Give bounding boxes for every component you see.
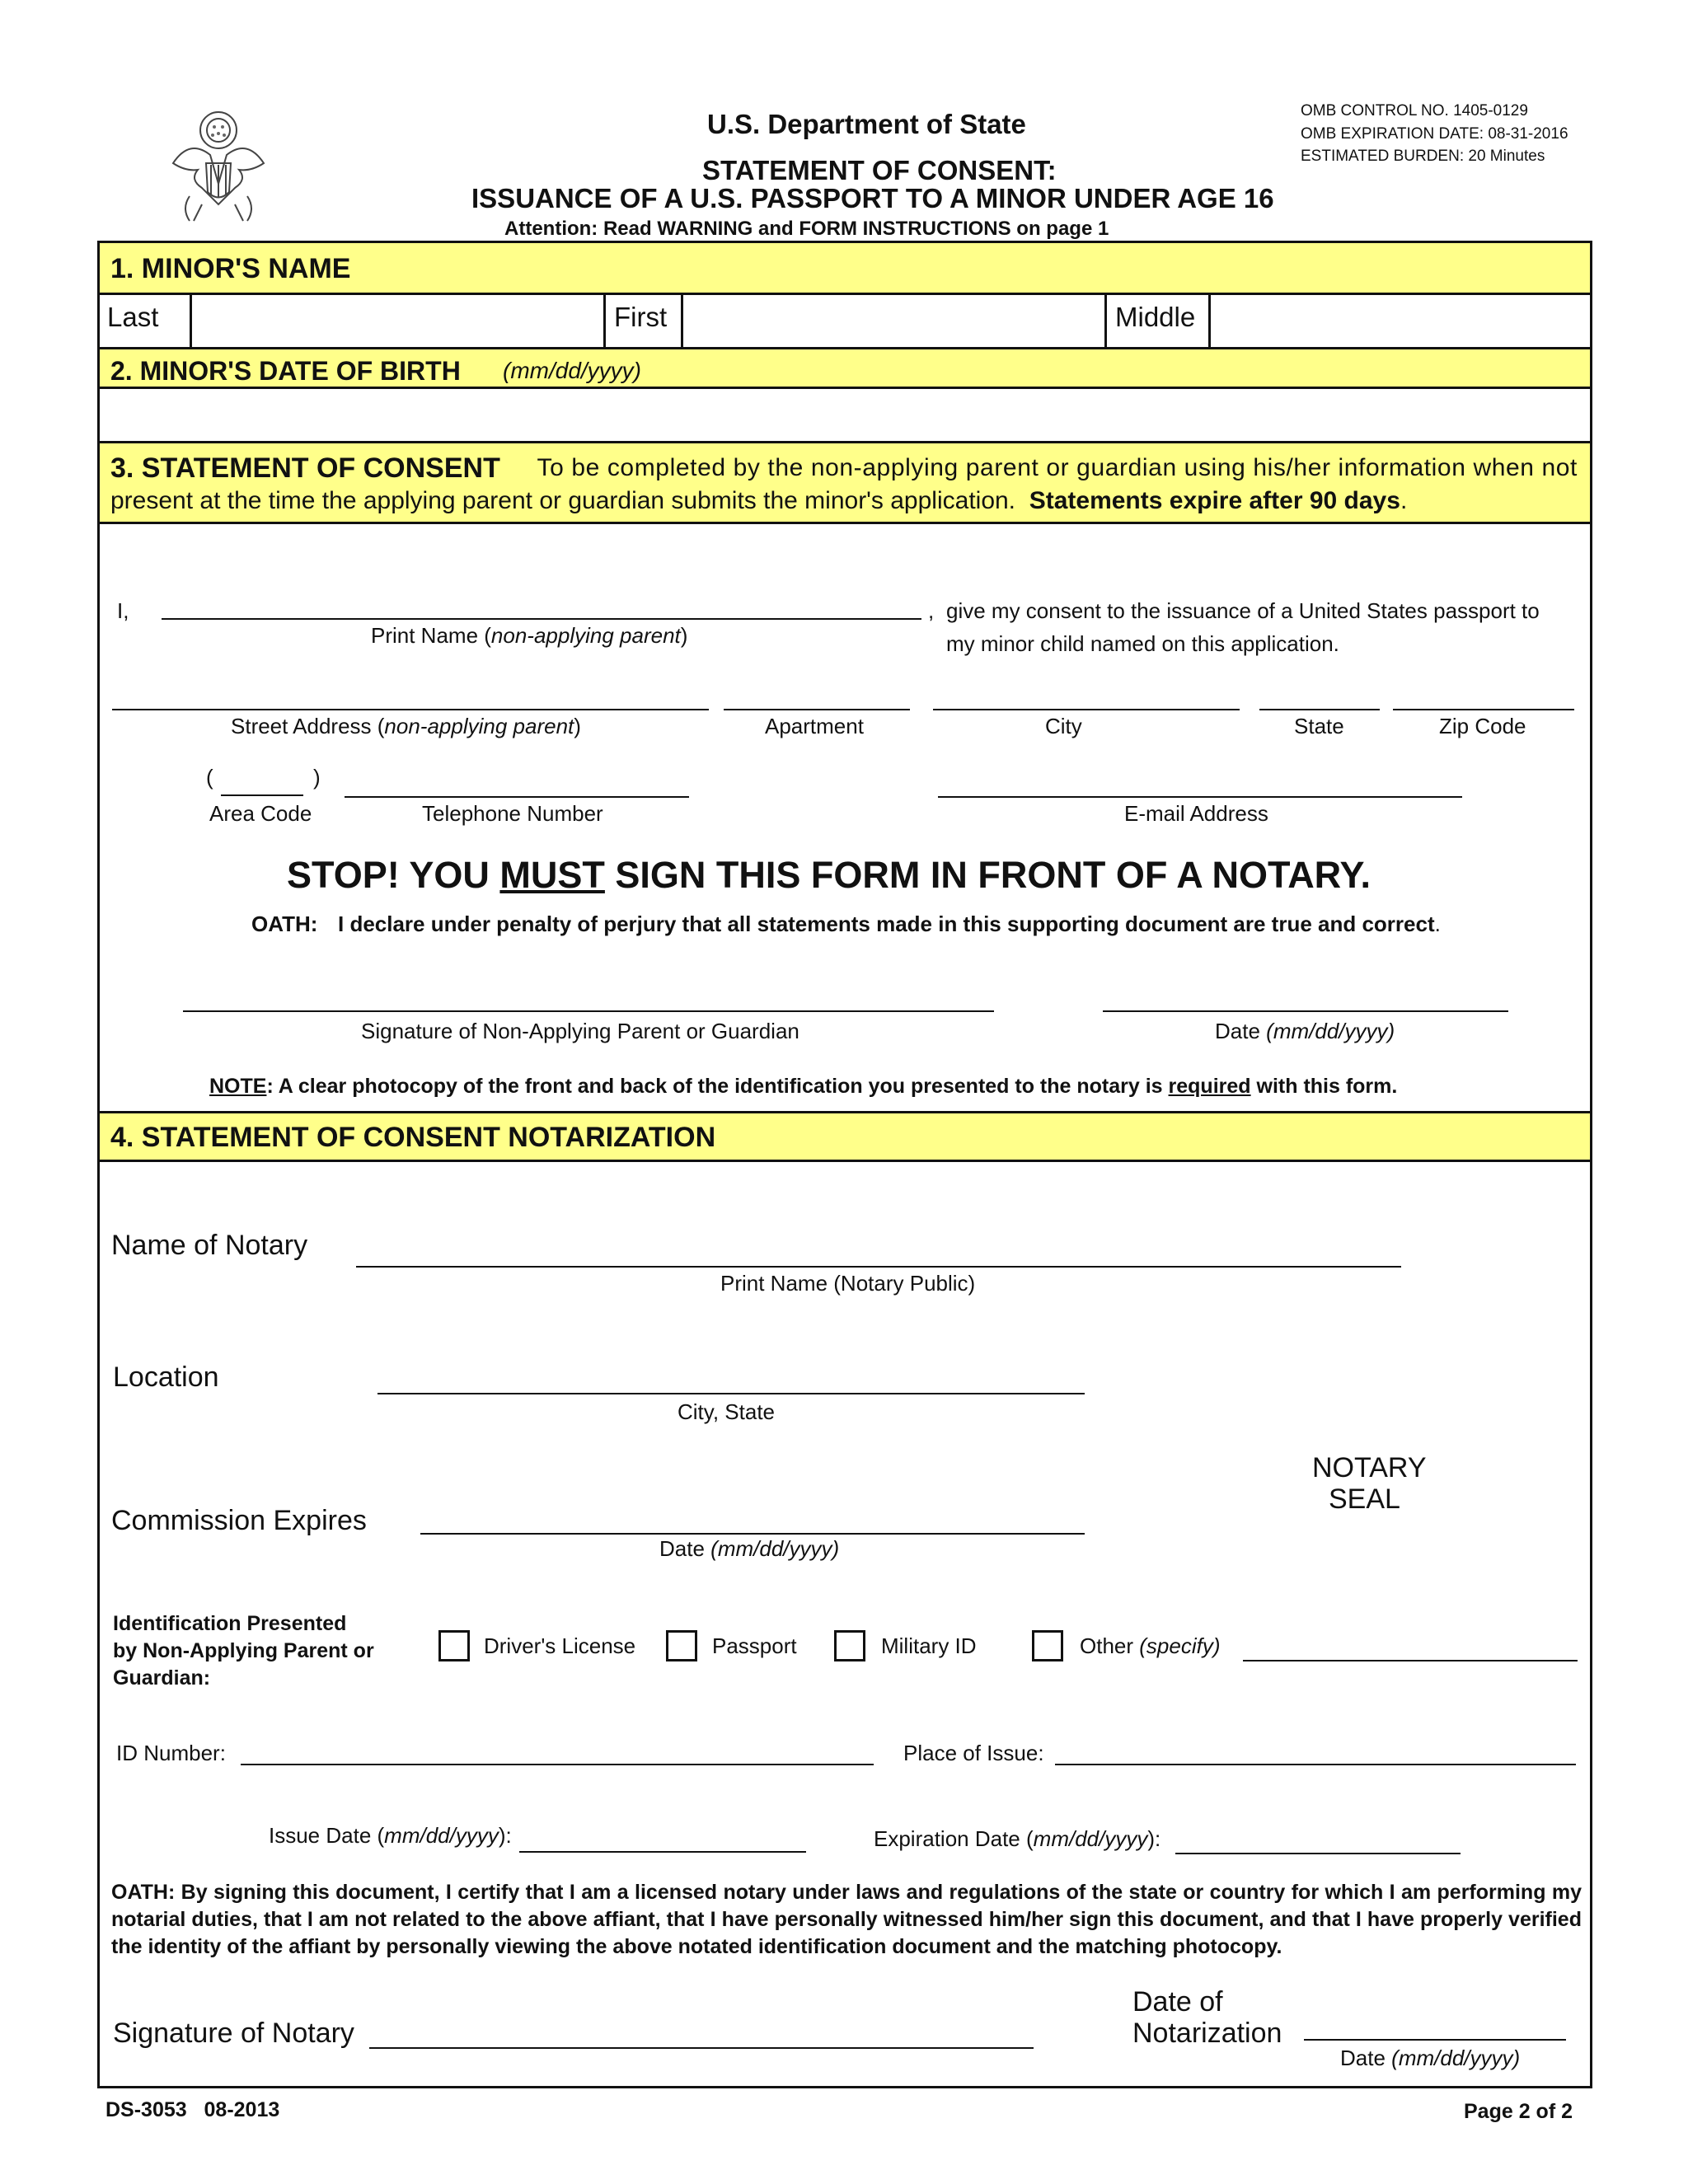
form-title-line2: ISSUANCE OF A U.S. PASSPORT TO A MINOR UNDER AGE 16 [471, 183, 1274, 213]
commission-date-format: (mm/dd/yyyy) [710, 1536, 840, 1561]
print-name-italic: non-applying parent [490, 623, 681, 648]
last-name-label: Last [107, 302, 159, 332]
military-id-checkbox[interactable] [834, 1630, 865, 1661]
notarization-date-line[interactable] [1304, 2024, 1566, 2041]
divider [190, 293, 192, 347]
form-id: DS-3053 08-2013 [106, 2098, 280, 2121]
place-of-issue-line[interactable] [1055, 1749, 1576, 1765]
first-name-input[interactable] [686, 297, 1103, 343]
comma: , [928, 598, 935, 623]
notary-seal-line2: SEAL [1329, 1483, 1400, 1515]
other-label [1080, 1633, 1221, 1659]
omb-control: OMB CONTROL NO. 1405-0129 [1301, 102, 1528, 120]
notarization-date-format: (mm/dd/yyyy) [1391, 2046, 1521, 2070]
expiration-date-line[interactable] [1175, 1838, 1461, 1854]
print-name-label: Print Name (non-applying parent) [371, 623, 688, 648]
apartment-line[interactable] [724, 694, 910, 710]
id-number-line[interactable] [241, 1749, 874, 1765]
notary-name-line[interactable] [356, 1251, 1401, 1268]
issue-date-text: Issue Date ( [269, 1823, 385, 1848]
consent-line1: give my consent to the issuance of a United States passport to [946, 598, 1540, 623]
consent-line2: my minor child named on this application. [946, 631, 1339, 656]
notary-signature-line[interactable] [369, 2032, 1034, 2049]
stop-must: MUST [499, 854, 605, 896]
commission-date-text: Date [659, 1536, 711, 1561]
attention-note: Attention: Read WARNING and FORM INSTRUCTIONS on page 1 [504, 218, 1109, 240]
oath-label: OATH: [251, 912, 318, 936]
section3-title: 3. STATEMENT OF CONSENT [110, 452, 500, 484]
notary-oath: OATH: By signing this document, I certify that I am a licensed notary under laws and regulations of the state or country for which I am performing my notarial duties, that I am not related to the above affiant, that I have personally witnessed him/her sign this document, and that I have properly verified the identity of the affiant by personally viewing the above notated identification document and the matching photocopy. [111, 1881, 1582, 1958]
signature-date-label [1215, 1019, 1395, 1044]
note-text-1: : A clear photocopy of the front and back of the identification you presented to the notary is [266, 1075, 1169, 1098]
date-text: Date [1215, 1019, 1267, 1043]
print-name-text: Print Name ( [371, 623, 491, 648]
notary-print-name-label: Print Name (Notary Public) [720, 1271, 976, 1296]
signature-of-notary-label: Signature of Notary [113, 2018, 354, 2049]
id-number-label: ID Number: [116, 1741, 226, 1765]
telephone-line[interactable] [345, 781, 689, 798]
eagle-seal-icon [157, 105, 280, 229]
i-label: I, [117, 598, 129, 623]
military-id-label: Military ID [881, 1633, 977, 1658]
divider [97, 1160, 1592, 1162]
page-number: Page 2 of 2 [1464, 2100, 1573, 2123]
email-label: E-mail Address [1124, 801, 1268, 826]
signature-date-line[interactable] [1103, 996, 1508, 1012]
photocopy-note [209, 1075, 1397, 1099]
notarization-date-label [1340, 2046, 1520, 2071]
id-presented-line1: Identification Presented [113, 1612, 347, 1635]
expiration-date-text: Expiration Date ( [874, 1826, 1034, 1851]
state-label: State [1294, 714, 1344, 738]
commission-expires-label: Commission Expires [111, 1505, 367, 1536]
date-of-label: Date of [1132, 1986, 1223, 2018]
zip-code-line[interactable] [1393, 694, 1574, 710]
location-label: Location [113, 1361, 219, 1393]
location-line[interactable] [377, 1378, 1085, 1394]
note-label: NOTE [209, 1075, 267, 1098]
notarization-label: Notarization [1132, 2018, 1282, 2049]
street-text: Street Address ( [231, 714, 385, 738]
middle-name-input[interactable] [1213, 297, 1587, 343]
department-seal [157, 105, 280, 229]
state-line[interactable] [1259, 694, 1380, 710]
passport-checkbox[interactable] [666, 1630, 697, 1661]
paren-open: ( [206, 765, 213, 790]
section3-intro-line2: present at the time the applying parent or guardian submits the minor's application. [110, 487, 1016, 514]
name-of-notary-label: Name of Notary [111, 1230, 308, 1261]
place-of-issue-label: Place of Issue: [903, 1741, 1044, 1765]
street-address-label: Street Address (non-applying parent) [231, 714, 581, 738]
dob-format: (mm/dd/yyyy) [503, 358, 641, 383]
divider [97, 387, 1592, 389]
commission-date-line[interactable] [420, 1518, 1085, 1535]
divider [1104, 293, 1107, 347]
form-title-line1: STATEMENT OF CONSENT: [702, 155, 1057, 185]
estimated-burden: ESTIMATED BURDEN: 20 Minutes [1301, 148, 1545, 165]
passport-label: Passport [712, 1633, 797, 1658]
city-state-label: City, State [678, 1399, 776, 1424]
drivers-license-checkbox[interactable] [438, 1630, 470, 1661]
divider [97, 522, 1592, 524]
divider [603, 293, 606, 347]
statement-expiry: Statements expire after 90 days [1029, 487, 1400, 514]
email-line[interactable] [938, 781, 1462, 798]
signature-label: Signature of Non-Applying Parent or Guardian [361, 1019, 799, 1043]
drivers-license-label: Driver's License [484, 1633, 636, 1658]
first-name-label: First [614, 302, 668, 332]
issue-date-format: mm/dd/yyyy [384, 1823, 499, 1848]
city-line[interactable] [933, 694, 1240, 710]
notary-warning [287, 854, 1371, 897]
other-text: Other [1080, 1633, 1140, 1658]
issue-date-line[interactable] [519, 1836, 806, 1853]
stop-text-1: STOP! YOU [287, 854, 500, 896]
date-format: (mm/dd/yyyy) [1266, 1019, 1395, 1043]
city-label: City [1045, 714, 1082, 738]
id-presented-line2: by Non-Applying Parent or [113, 1639, 374, 1662]
middle-name-label: Middle [1115, 302, 1196, 332]
expiration-date-end: ): [1147, 1826, 1161, 1851]
notary-seal-line1: NOTARY [1312, 1452, 1427, 1483]
street-address-line[interactable] [112, 694, 709, 710]
area-code-label: Area Code [209, 801, 312, 826]
other-checkbox[interactable] [1032, 1630, 1063, 1661]
section4-title: 4. STATEMENT OF CONSENT NOTARIZATION [110, 1122, 716, 1153]
note-required: required [1168, 1075, 1251, 1098]
other-specify-line[interactable] [1243, 1645, 1578, 1661]
section3-intro-line1: To be completed by the non-applying parent or guardian using his/her information when not [537, 454, 1578, 481]
notarization-date-text: Date [1340, 2046, 1392, 2070]
street-italic: non-applying parent [384, 714, 574, 738]
other-specify: (specify) [1139, 1633, 1221, 1658]
divider [97, 293, 1592, 295]
area-code-line[interactable] [221, 780, 303, 796]
dob-input[interactable] [102, 391, 1587, 438]
apartment-label: Apartment [765, 714, 864, 738]
oath-statement: I declare under penalty of perjury that all statements made in this supporting document are true and correct. [338, 912, 1441, 936]
section2-title: 2. MINOR'S DATE OF BIRTH [110, 356, 461, 386]
oath-text: I declare under penalty of perjury that all statements made in this supporting document are true and correct [338, 912, 1435, 936]
telephone-label: Telephone Number [422, 801, 603, 826]
expiration-date-label [874, 1826, 1160, 1852]
expiration-date-format: mm/dd/yyyy [1033, 1826, 1148, 1851]
zip-code-label: Zip Code [1439, 714, 1526, 738]
divider [681, 293, 683, 347]
id-presented-line3: Guardian: [113, 1666, 211, 1690]
issue-date-label [269, 1823, 512, 1849]
issue-date-end: ): [498, 1823, 512, 1848]
paren-close: ) [313, 765, 321, 790]
section1-title: 1. MINOR'S NAME [110, 253, 351, 284]
stop-text-2: SIGN THIS FORM IN FRONT OF A NOTARY. [604, 854, 1372, 896]
commission-date-label [659, 1536, 839, 1562]
section3-intro: 3. STATEMENT OF CONSENT To be completed by the non-applying parent or guardian using his/her information when not present at the time the applying parent or guardian submits the minor's application. Statements expire after 90 days. [110, 452, 1578, 514]
divider [1208, 293, 1211, 347]
note-text-2: with this form. [1250, 1075, 1398, 1098]
signature-line[interactable] [183, 996, 994, 1012]
print-name-line[interactable] [162, 605, 921, 620]
department-name: U.S. Department of State [707, 109, 1026, 139]
last-name-input[interactable] [195, 297, 602, 343]
omb-expiration: OMB EXPIRATION DATE: 08-31-2016 [1301, 125, 1568, 143]
